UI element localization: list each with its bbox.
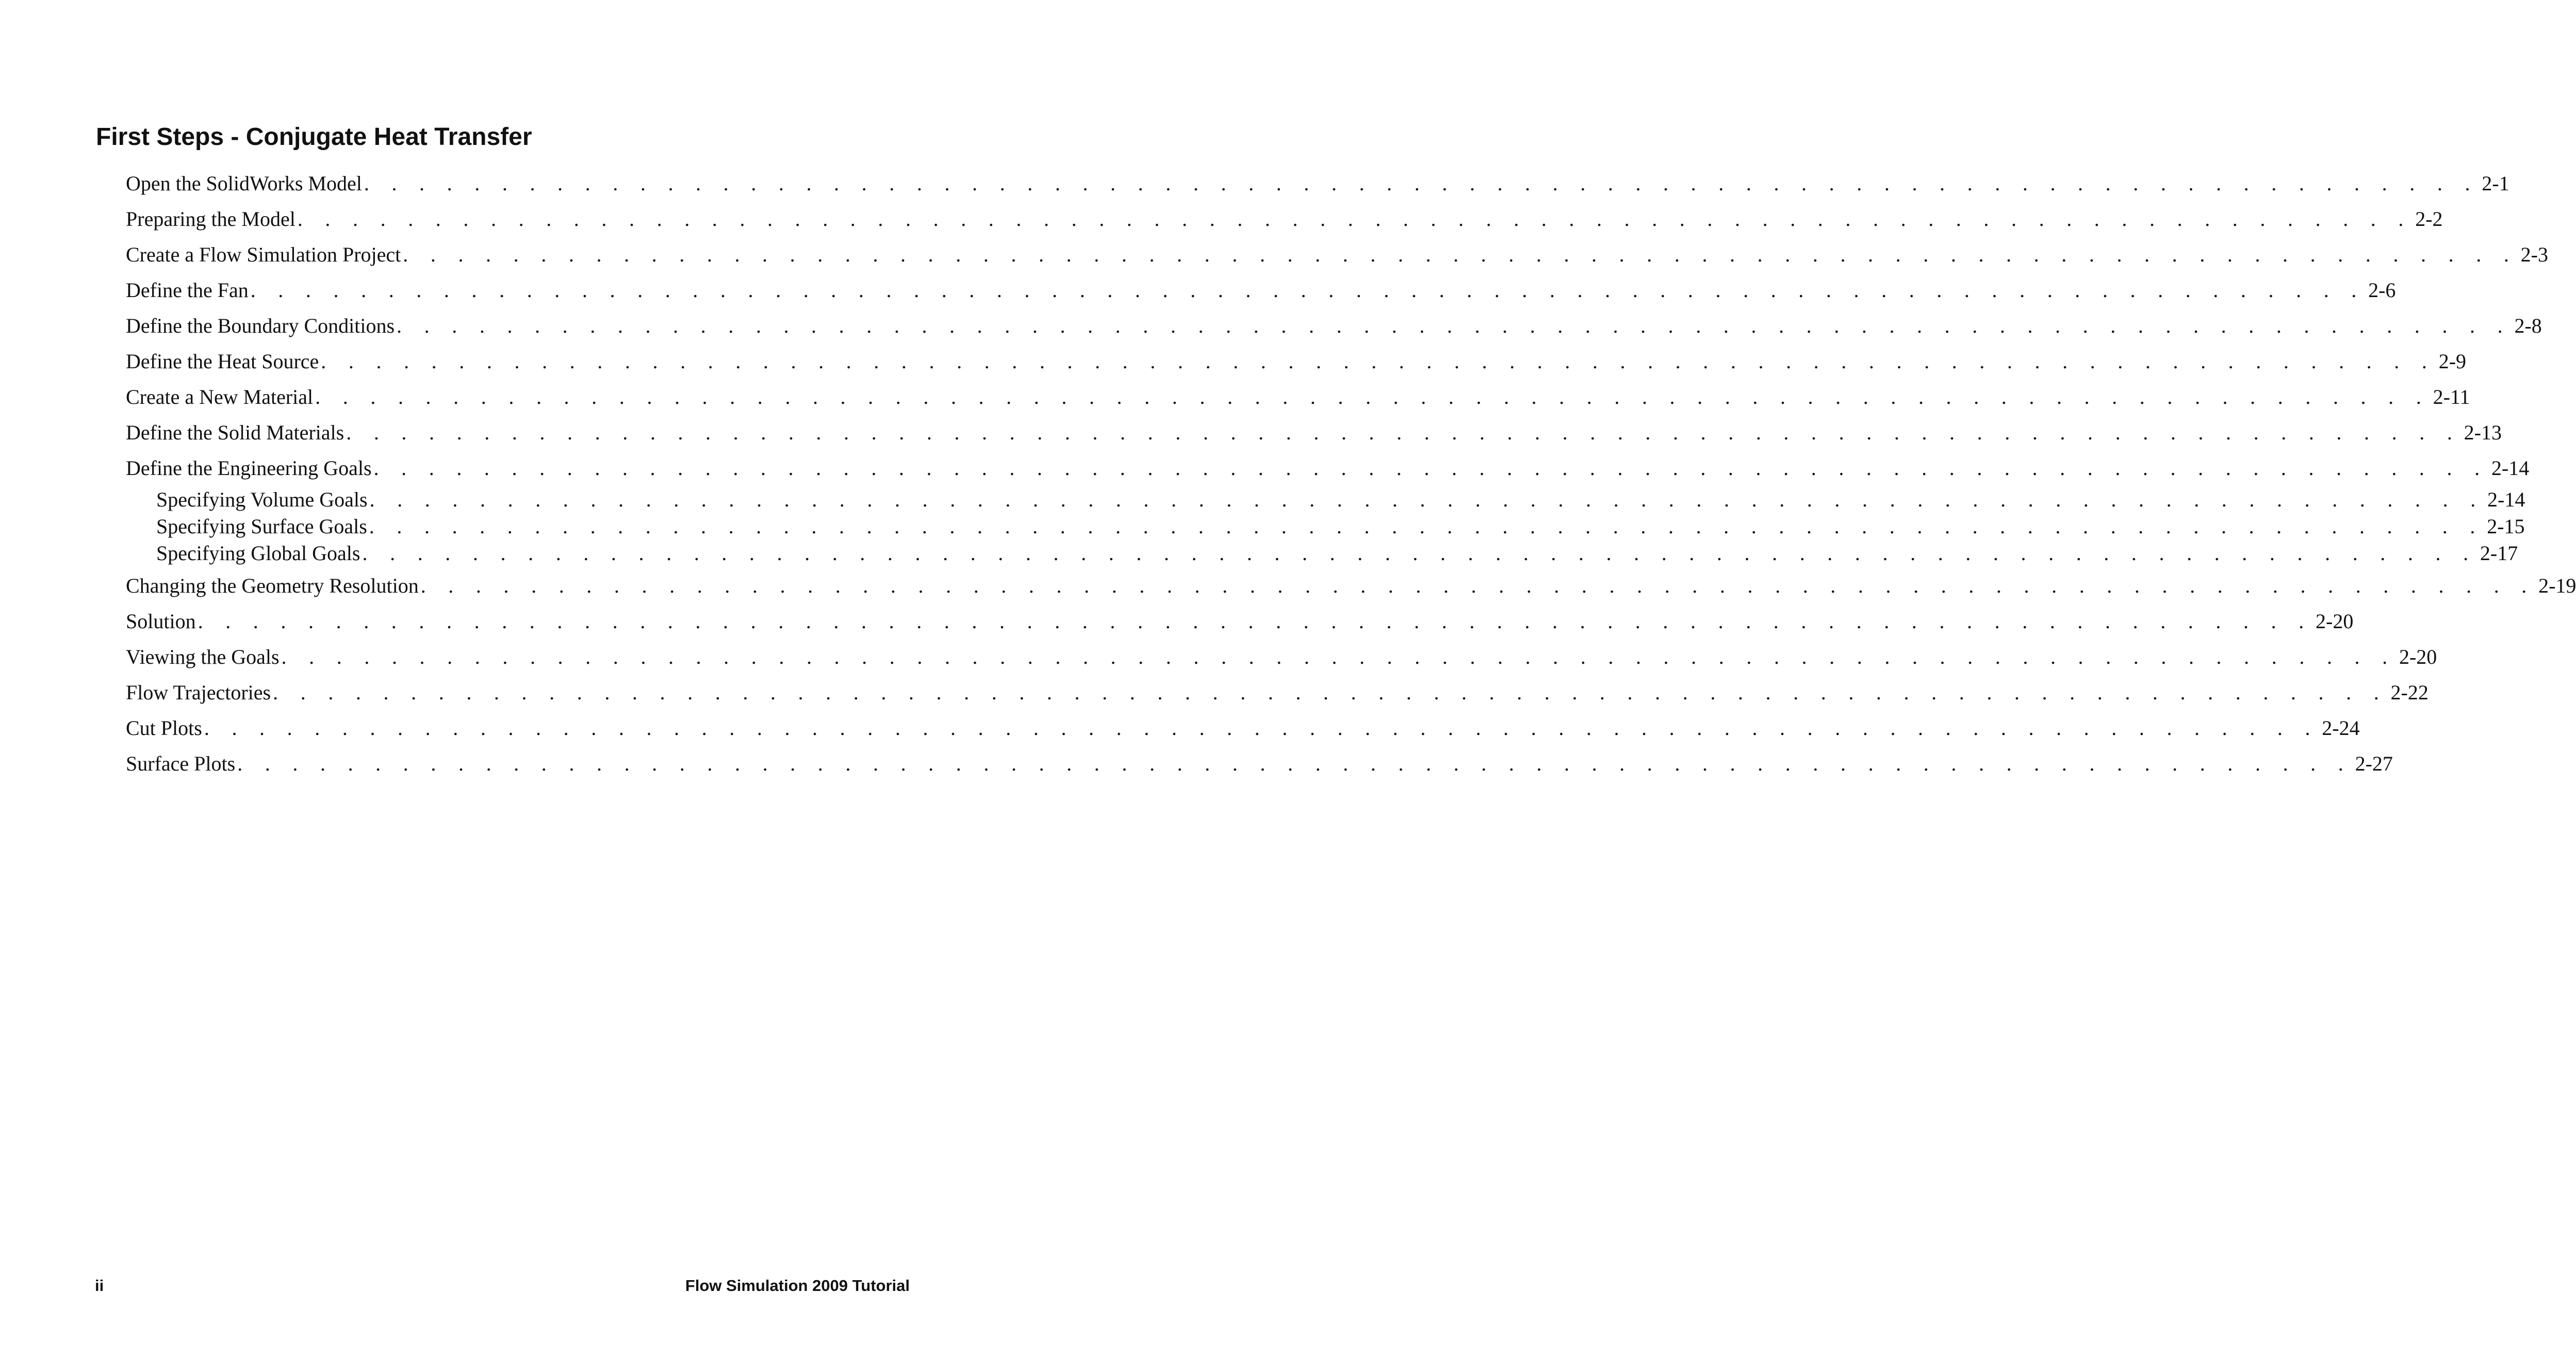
chapter-title: First Steps - Conjugate Heat Transfer xyxy=(96,123,532,151)
footer-page-number: ii xyxy=(95,1277,104,1295)
toc-entry[interactable] xyxy=(126,679,2429,706)
toc-page-number: 2-3 xyxy=(2520,243,2548,266)
toc-page-number: 2-17 xyxy=(2480,542,2518,565)
toc-entry[interactable] xyxy=(126,455,2530,482)
toc-page-number: 2-9 xyxy=(2438,350,2467,373)
toc-entry[interactable] xyxy=(126,348,2467,375)
toc-entry-label: Specifying Global Goals xyxy=(156,542,360,565)
toc-page-number: 2-15 xyxy=(2487,515,2525,538)
toc-entry[interactable] xyxy=(126,608,2354,635)
toc-dot-leader: . . . . . . . . . . . . . . . . . . . . . . . . . . . . . . . . . . . . . . . . . . . . . . . . . . . . . . . . . . . . . . . . . . . . . . . . . . . . . xyxy=(321,350,2436,373)
toc-entry-label: Create a New Material xyxy=(126,385,314,408)
toc-page-number: 2-24 xyxy=(2322,716,2360,740)
toc-dot-leader: . . . . . . . . . . . . . . . . . . . . . . . . . . . . . . . . . . . . . . . . . . . . . . . . . . . . . . . . . . . . . . . . . . . . . . . . . . . . . xyxy=(397,314,2512,337)
toc-entry-label: Preparing the Model xyxy=(126,207,296,231)
toc-entry[interactable] xyxy=(126,241,2548,268)
toc-page-number: 2-11 xyxy=(2433,385,2470,408)
toc-entry[interactable] xyxy=(126,572,2576,599)
toc-page-number: 2-14 xyxy=(2491,456,2530,480)
toc-entry-label: Create a Flow Simulation Project xyxy=(126,243,401,266)
toc-page-number: 2-22 xyxy=(2390,681,2429,704)
toc-dot-leader: . . . . . . . . . . . . . . . . . . . . . . . . . . . . . . . . . . . . . . . . . . . . . . . . . . . . . . . . . . . . . . . . . . . . . . . . . . . . . xyxy=(346,421,2461,444)
toc-dot-leader: . . . . . . . . . . . . . . . . . . . . . . . . . . . . . . . . . . . . . . . . . . . . . . . . . . . . . . . . . . . . . . . . . . . . . . . . . . . . . xyxy=(237,752,2352,775)
toc-entry[interactable] xyxy=(126,384,2470,411)
toc-dot-leader: . . . . . . . . . . . . . . . . . . . . . . . . . . . . . . . . . . . . . . . . . . . . . . . . . . . . . . . . . . . . . . . . . . . . . . . . . . . . . xyxy=(373,456,2488,480)
toc-entry-label: Define the Solid Materials xyxy=(126,421,344,444)
toc-page-number: 2-14 xyxy=(2487,488,2525,511)
toc-entry-label: Flow Trajectories xyxy=(126,681,271,704)
toc-page-number: 2-2 xyxy=(2415,207,2443,231)
toc-dot-leader: . . . . . . . . . . . . . . . . . . . . . . . . . . . . . . . . . . . . . . . . . . . . . . . . . . . . . . . . . . . . . . . . . . . . . . . . . . . . . xyxy=(364,172,2479,195)
toc-page-number: 2-13 xyxy=(2464,421,2502,444)
toc-dot-leader: . . . . . . . . . . . . . . . . . . . . . . . . . . . . . . . . . . . . . . . . . . . . . . . . . . . . . . . . . . . . . . . . . . . . . . . . . . . . . xyxy=(273,681,2388,704)
toc-entry-label: Changing the Geometry Resolution xyxy=(126,574,419,597)
toc-entry[interactable] xyxy=(126,750,2393,777)
toc-entry[interactable] xyxy=(126,313,2542,339)
toc-dot-leader: . . . . . . . . . . . . . . . . . . . . . . . . . . . . . . . . . . . . . . . . . . . . . . . . . . . . . . . . . . . . . . . . . . . . . . . . . . . . . xyxy=(369,488,2485,511)
toc-entry-label: Cut Plots xyxy=(126,716,202,740)
toc-dot-leader: . . . . . . . . . . . . . . . . . . . . . . . . . . . . . . . . . . . . . . . . . . . . . . . . . . . . . . . . . . . . . . . . . . . . . . . . . . . . . xyxy=(369,515,2484,538)
toc-dot-leader: . . . . . . . . . . . . . . . . . . . . . . . . . . . . . . . . . . . . . . . . . . . . . . . . . . . . . . . . . . . . . . . . . . . . . . . . . . . . . xyxy=(403,243,2518,266)
toc-subentry[interactable] xyxy=(156,487,2525,513)
toc-entry-label: Open the SolidWorks Model xyxy=(126,172,362,195)
toc-dot-leader: . . . . . . . . . . . . . . . . . . . . . . . . . . . . . . . . . . . . . . . . . . . . . . . . . . . . . . . . . . . . . . . . . . . . . . . . . . . . . xyxy=(204,716,2319,740)
toc-entry[interactable] xyxy=(126,715,2360,742)
toc-entry-label: Viewing the Goals xyxy=(126,645,280,668)
toc-dot-leader: . . . . . . . . . . . . . . . . . . . . . . . . . . . . . . . . . . . . . . . . . . . . . . . . . . . . . . . . . . . . . . . . . . . . . . . . . . . . . xyxy=(198,610,2312,633)
toc-dot-leader: . . . . . . . . . . . . . . . . . . . . . . . . . . . . . . . . . . . . . . . . . . . . . . . . . . . . . . . . . . . . . . . . . . . . . . . . . . . . . xyxy=(250,279,2366,302)
toc-entry-label: Specifying Volume Goals xyxy=(156,488,368,511)
toc-page-number: 2-20 xyxy=(2399,645,2437,668)
toc-page-number: 2-1 xyxy=(2482,172,2509,195)
toc-entry[interactable] xyxy=(126,419,2502,446)
toc-entry[interactable] xyxy=(126,206,2443,233)
toc-dot-leader: . . . . . . . . . . . . . . . . . . . . . . . . . . . . . . . . . . . . . . . . . . . . . . . . . . . . . . . . . . . . . . . . . . . . . . . . . . . . . xyxy=(420,574,2536,597)
toc-dot-leader: . . . . . . . . . . . . . . . . . . . . . . . . . . . . . . . . . . . . . . . . . . . . . . . . . . . . . . . . . . . . . . . . . . . . . . . . . . . . . xyxy=(297,207,2413,231)
toc-entry[interactable] xyxy=(126,277,2396,304)
toc-page-number: 2-20 xyxy=(2316,610,2354,633)
toc-entry-label: Define the Heat Source xyxy=(126,350,319,373)
toc-subentry[interactable] xyxy=(156,514,2525,539)
toc-dot-leader: . . . . . . . . . . . . . . . . . . . . . . . . . . . . . . . . . . . . . . . . . . . . . . . . . . . . . . . . . . . . . . . . . . . . . . . . . . . . . xyxy=(281,645,2396,668)
footer-book-title: Flow Simulation 2009 Tutorial xyxy=(685,1277,910,1295)
toc-page-number: 2-27 xyxy=(2355,752,2393,775)
toc-entry-label: Specifying Surface Goals xyxy=(156,515,367,538)
toc-entry[interactable] xyxy=(126,170,2509,197)
toc-entry-label: Solution xyxy=(126,610,196,633)
toc-entry-label: Define the Boundary Conditions xyxy=(126,314,395,337)
toc-page-number: 2-6 xyxy=(2368,279,2396,302)
toc-entry-label: Surface Plots xyxy=(126,752,236,775)
toc-entry-label: Define the Fan xyxy=(126,279,249,302)
toc-dot-leader: . . . . . . . . . . . . . . . . . . . . . . . . . . . . . . . . . . . . . . . . . . . . . . . . . . . . . . . . . . . . . . . . . . . . . . . . . . . . . xyxy=(362,542,2477,565)
toc-subentry[interactable] xyxy=(156,541,2518,566)
toc-entry[interactable] xyxy=(126,644,2437,670)
toc-entry-label: Define the Engineering Goals xyxy=(126,456,372,480)
toc-page-number: 2-8 xyxy=(2514,314,2542,337)
toc-page-number: 2-19 xyxy=(2538,574,2576,597)
toc-dot-leader: . . . . . . . . . . . . . . . . . . . . . . . . . . . . . . . . . . . . . . . . . . . . . . . . . . . . . . . . . . . . . . . . . . . . . . . . . . . . . xyxy=(315,385,2430,408)
